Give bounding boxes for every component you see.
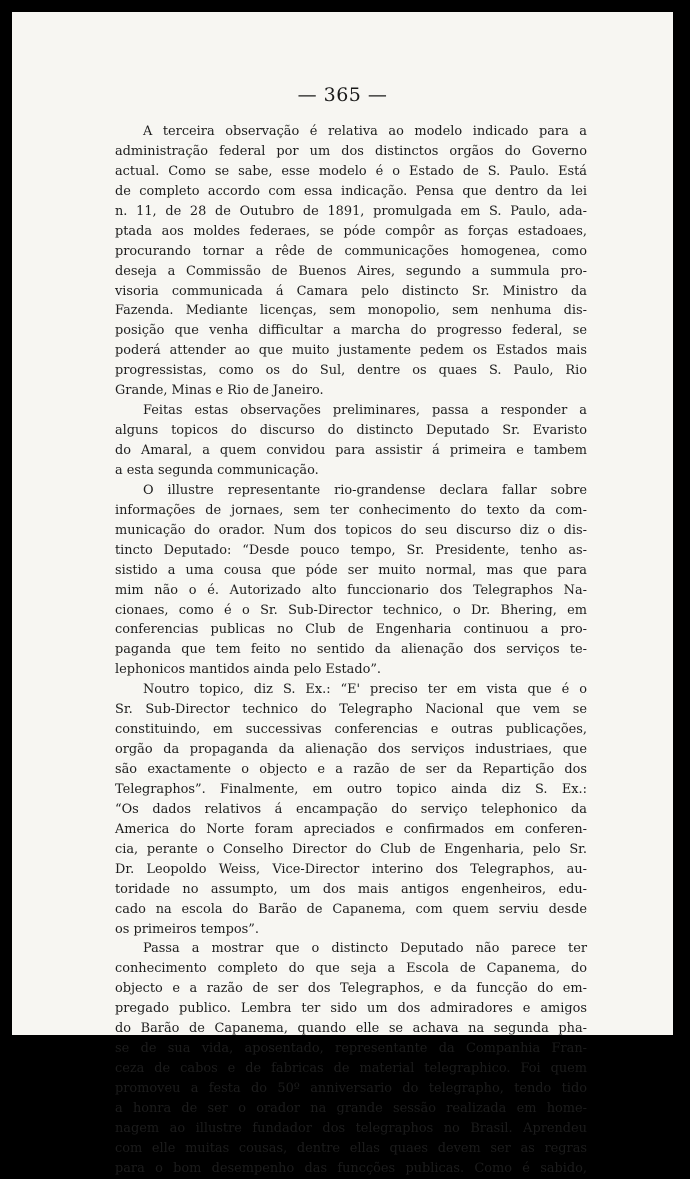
text-line: ceza de cabos e de fabricas de material telegraphico. Foi quem <box>115 1061 587 1077</box>
text-line: progressistas, como os do Sul, dentre os quaes S. Paulo, Rio <box>115 363 587 379</box>
text-line: tincto Deputado: “Desde pouco tempo, Sr. Presidente, tenho as- <box>115 542 587 558</box>
text-line: Feitas estas observações preliminares, passa a responder a <box>143 403 587 419</box>
text-line: actual. Como se sabe, esse modelo é o Estado de S. Paulo. Está <box>115 163 587 179</box>
paragraph <box>115 122 587 401</box>
text-line: para o bom desempenho das funcções publicas. Como é sabido, <box>115 1160 587 1176</box>
text-line: cionaes, como é o Sr. Sub-Director technico, o Dr. Bhering, em <box>115 602 587 618</box>
text-line: posição que venha difficultar a marcha do progresso federal, se <box>115 323 587 339</box>
text-line: cia, perante o Conselho Director do Club de Engenharia, pelo Sr. <box>115 841 587 857</box>
text-line: mim não o é. Autorizado alto funccionario dos Telegraphos Na- <box>115 582 587 598</box>
text-line: visoria communicada á Camara pelo distincto Sr. Ministro da <box>115 283 587 299</box>
text-line: a honra de ser o orador na grande sessão realizada em home- <box>115 1100 587 1116</box>
text-line: pregado publico. Lembra ter sido um dos admiradores e amigos <box>115 1001 587 1017</box>
text-line: A terceira observação é relativa ao modelo indicado para a <box>143 124 587 139</box>
text-line: municação do orador. Num dos topicos do seu discurso diz o dis- <box>115 522 587 538</box>
text-line: lephonicos mantidos ainda pelo Estado”. <box>115 662 382 678</box>
text-line: O illustre representante rio-grandense declara fallar sobre <box>143 482 587 498</box>
text-line: administração federal por um dos distinctos orgãos do Governo <box>115 143 587 159</box>
text-line: deseja a Commissão de Buenos Aires, segundo a summula pro- <box>115 263 587 279</box>
text-line: poderá attender ao que muito justamente pedem os Estados mais <box>115 343 587 359</box>
text-line: ptada aos moldes federaes, se póde compôr as forças estadoaes, <box>115 223 587 239</box>
text-line: constituindo, em successivas conferencias e outras publicações, <box>115 722 587 738</box>
paragraph <box>115 939 587 1178</box>
text-line: de completo accordo com essa indicação. Pensa que dentro da lei <box>115 183 587 199</box>
text-line: cado na escola do Barão de Capanema, com quem serviu desde <box>115 901 587 917</box>
paragraph <box>115 680 587 939</box>
text-line: orgão da propaganda da alienação dos serviços industriaes, que <box>115 742 587 758</box>
text-line: conferencias publicas no Club de Engenharia continuou a pro- <box>115 622 587 638</box>
text-line: Passa a mostrar que o distincto Deputado não parece ter <box>143 941 587 957</box>
text-line: n. 11, de 28 de Outubro de 1891, promulgada em S. Paulo, ada- <box>115 203 587 219</box>
text-line: objecto e a razão de ser dos Telegraphos, e da funcção do em- <box>115 981 587 997</box>
text-line: Grande, Minas e Rio de Janeiro. <box>115 383 324 399</box>
text-line: são exactamente o objecto e a razão de ser da Repartição dos <box>115 762 587 777</box>
text-line: a esta segunda communicação. <box>115 462 319 478</box>
text-line: informações de jornaes, sem ter conhecimento do texto da com- <box>115 502 587 518</box>
text-line: “Os dados relativos á encampação do serviço telephonico da <box>115 801 587 817</box>
page-number: — 365 — <box>297 84 388 106</box>
text-line: Noutro topico, diz S. Ex.: “E' preciso ter em vista que é o <box>143 682 587 698</box>
text-line: Telegraphos”. Finalmente, em outro topico ainda diz S. Ex.: <box>115 781 587 797</box>
text-line: com elle muitas cousas, dentre ellas quaes devem ser as regras <box>115 1140 587 1156</box>
text-line: nagem ao illustre fundador dos telegraphos no Brasil. Aprendeu <box>115 1120 587 1136</box>
text-line: paganda que tem feito no sentido da alienação dos serviços te- <box>115 642 587 658</box>
paragraph <box>115 401 587 481</box>
text-line: se de sua vida, aposentado, representante da Companhia Fran- <box>115 1041 587 1057</box>
text-line: do Amaral, a quem convidou para assistir á primeira e tambem <box>115 443 587 458</box>
text-line: sistido a uma cousa que póde ser muito normal, mas que para <box>115 562 587 578</box>
text-line: toridade no assumpto, um dos mais antigos engenheiros, edu- <box>115 881 587 897</box>
text-line: conhecimento completo do que seja a Escola de Capanema, do <box>115 961 587 977</box>
text-line: promoveu a festa do 50º anniversario do telegrapho, tendo tido <box>115 1081 587 1096</box>
text-line: Sr. Sub-Director technico do Telegrapho Nacional que vem se <box>115 702 587 718</box>
text-line: America do Norte foram apreciados e confirmados em conferen- <box>115 821 587 837</box>
text-line: Dr. Leopoldo Weiss, Vice-Director interino dos Telegraphos, au- <box>115 861 587 877</box>
text-line: Fazenda. Mediante licenças, sem monopolio, sem nenhuma dis- <box>115 303 587 319</box>
body-text <box>115 122 587 1179</box>
text-line: do Barão de Capanema, quando elle se achava na segunda pha- <box>115 1021 587 1037</box>
text-line: alguns topicos do discurso do distincto Deputado Sr. Evaristo <box>115 423 587 439</box>
text-line: os primeiros tempos”. <box>115 921 259 937</box>
document-page <box>12 12 673 1176</box>
paragraph <box>115 481 587 680</box>
text-line: procurando tornar a rêde de communicações homogenea, como <box>115 243 587 259</box>
